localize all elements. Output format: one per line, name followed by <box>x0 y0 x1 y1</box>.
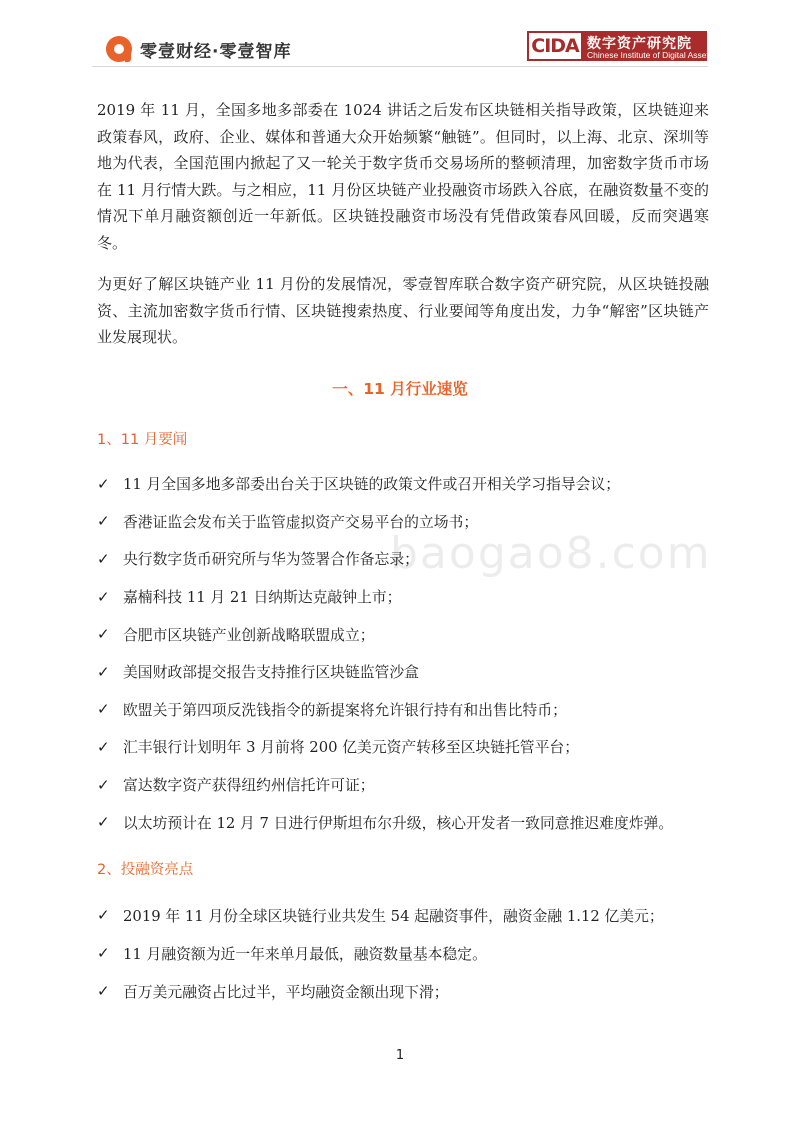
watermark: baogao8.com <box>390 528 712 579</box>
list-item-text: 嘉楠科技 11 月 21 日纳斯达克敲钟上市； <box>123 589 402 607</box>
news-list <box>97 465 737 841</box>
lingyi-logo-text: 零壹财经·零壹智库 <box>140 41 292 62</box>
list-item <box>97 766 737 804</box>
check-icon: ✓ <box>97 587 110 606</box>
check-icon: ✓ <box>97 512 110 531</box>
list-item-text: 香港证监会发布关于监管虚拟资产交易平台的立场书； <box>123 513 479 531</box>
lingyi-a-icon <box>106 36 132 62</box>
list-item-text: 2019 年 11 月份全球区块链行业共发生 54 起融资事件，融资金融 1.12 亿美元； <box>123 907 664 925</box>
list-item-text: 以太坊预计在 12 月 7 日进行伊斯坦布尔升级，核心开发者一致同意推迟难度炸弹。 <box>123 814 674 832</box>
list-item-text: 汇丰银行计划明年 3 月前将 200 亿美元资产转移至区块链托管平台； <box>123 739 579 757</box>
subsection-title-financing: 2、投融资亮点 <box>97 862 194 878</box>
page-number: 1 <box>395 1048 405 1063</box>
check-icon: ✓ <box>97 944 110 962</box>
cida-logo <box>527 31 714 61</box>
list-item <box>97 653 737 691</box>
list-item <box>97 728 737 766</box>
header-divider <box>92 66 708 67</box>
check-icon: ✓ <box>97 474 110 493</box>
check-icon: ✓ <box>97 775 110 794</box>
list-item <box>97 465 737 503</box>
lingyi-logo <box>106 36 291 62</box>
list-item <box>97 615 737 653</box>
intro-paragraph-2: 为更好了解区块链产业 11 月份的发展情况，零壹智库联合数字资产研究院，从区块链投融资、主流加密数字货币行情、区块链搜索热度、行业要闻等角度出发，力争“解密”区块链产业发展现状。 <box>97 275 709 346</box>
list-item-text: 央行数字货币研究所与华为签署合作备忘录； <box>123 551 419 569</box>
list-item-text: 百万美元融资占比过半，平均融资金额出现下滑； <box>123 983 449 1001</box>
section-title: 一、11 月行业速览 <box>332 380 468 398</box>
list-item <box>97 896 737 934</box>
list-item <box>97 578 737 616</box>
financing-list <box>97 896 737 1010</box>
page-header <box>0 0 800 80</box>
check-icon: ✓ <box>97 662 110 681</box>
check-icon: ✓ <box>97 700 110 719</box>
cida-name-en: Chinese Institute of Digital Assets <box>587 50 714 60</box>
list-item-text: 富达数字资产获得纽约州信托许可证； <box>123 777 375 795</box>
cida-mark: CIDA <box>529 33 581 59</box>
list-item-text: 11 月融资额为近一年来单月最低，融资数量基本稳定。 <box>123 945 487 963</box>
list-item <box>97 972 737 1010</box>
cida-name-cn: 数字资产研究院 <box>587 36 692 52</box>
check-icon: ✓ <box>97 906 110 924</box>
list-item-text: 合肥市区块链产业创新战略联盟成立； <box>123 626 375 644</box>
list-item <box>97 691 737 729</box>
list-item-text: 欧盟关于第四项反洗钱指令的新提案将允许银行持有和出售比特币； <box>123 701 567 719</box>
check-icon: ✓ <box>97 737 110 756</box>
list-item-text: 美国财政部提交报告支持推行区块链监管沙盒 <box>123 664 419 682</box>
subsection-title-news: 1、11 月要闻 <box>97 432 188 448</box>
intro-paragraph-1: 2019 年 11 月，全国多地多部委在 1024 讲话之后发布区块链相关指导政策，区块链迎来政策春风，政府、企业、媒体和普通大众开始频繁“触链”。但同时，以上海、北京、深圳等地为代表，全国范围内掀起了又一轮关于数字货币交易场所的整顿清理，加密数字货币市场在 11 月行情大跌。与之相应，11 月份区块链产业投融资市场跌入谷底，在融资数量不变的情况下单月融资额创近一年新低。区块链投融资市场没有凭借政策春风回暖，反而突遇寒冬。 <box>97 101 709 252</box>
check-icon: ✓ <box>97 549 110 568</box>
list-item <box>97 934 737 972</box>
check-icon: ✓ <box>97 982 110 1000</box>
list-item <box>97 803 737 841</box>
check-icon: ✓ <box>97 625 110 644</box>
check-icon: ✓ <box>97 813 110 832</box>
list-item-text: 11 月全国多地多部委出台关于区块链的政策文件或召开相关学习指导会议； <box>123 476 621 494</box>
